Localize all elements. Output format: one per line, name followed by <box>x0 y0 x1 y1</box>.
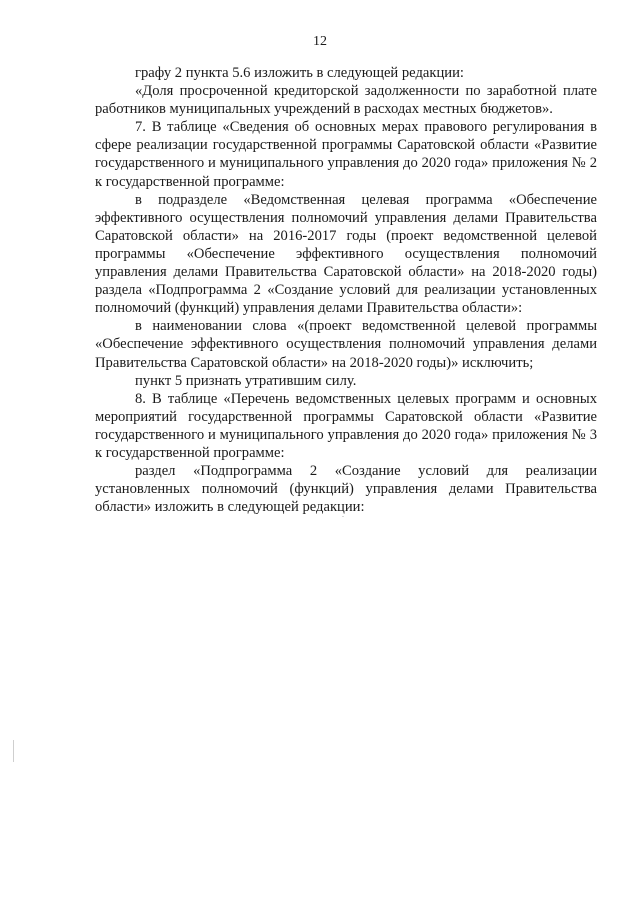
page-number: 12 <box>313 34 327 49</box>
paragraph-section: раздел «Подпрограмма 2 «Создание условий для реализации установленных полномочий (функций) управления делами Правительства области» изложить в следующей редакции: <box>95 463 597 516</box>
scan-artifact-line <box>13 740 14 762</box>
scan-artifact-dot <box>342 516 344 517</box>
paragraph-item-8: 8. В таблице «Перечень ведомственных целевых программ и основных мероприятий государственной программы Саратовской области «Развитие государственного и муниципального управления до 2020 года» приложения № 3 к государственной программе: <box>95 390 597 461</box>
paragraph-subsection: в подразделе «Ведомственная целевая программа «Обеспечение эффективного осуществления полномочий управления делами Правительства Саратовской области» на 2016-2017 годы (проект ведомственной целевой программы «Обеспечение эффективного осуществления полномочий управления делами Правительства Саратовской области» на 2018-2020 годы) раздела «Подпрограмма 2 «Создание условий для реализации установленных полномочий (функций) управления делами Правительства области»: <box>95 191 597 317</box>
paragraph-point-5: пункт 5 признать утратившим силу. <box>135 372 357 389</box>
paragraph-naming: в наименовании слова «(проект ведомственной целевой программы «Обеспечение эффективного осуществления полномочий управления делами Правительства Саратовской области» на 2018-2020 годы)» исключить; <box>95 318 597 371</box>
paragraph-intro: графу 2 пункта 5.6 изложить в следующей редакции: <box>135 65 464 81</box>
document-body <box>95 64 597 516</box>
paragraph-item-7: 7. В таблице «Сведения об основных мерах правового регулирования в сфере реализации государственной программы Саратовской области «Развитие государственного и муниципального управления до 2020 года» приложения № 2 к государственной программе: <box>95 119 597 190</box>
paragraph-quote: «Доля просроченной кредиторской задолженности по заработной плате работников муниципальных учреждений в расходах местных бюджетов». <box>95 83 597 118</box>
